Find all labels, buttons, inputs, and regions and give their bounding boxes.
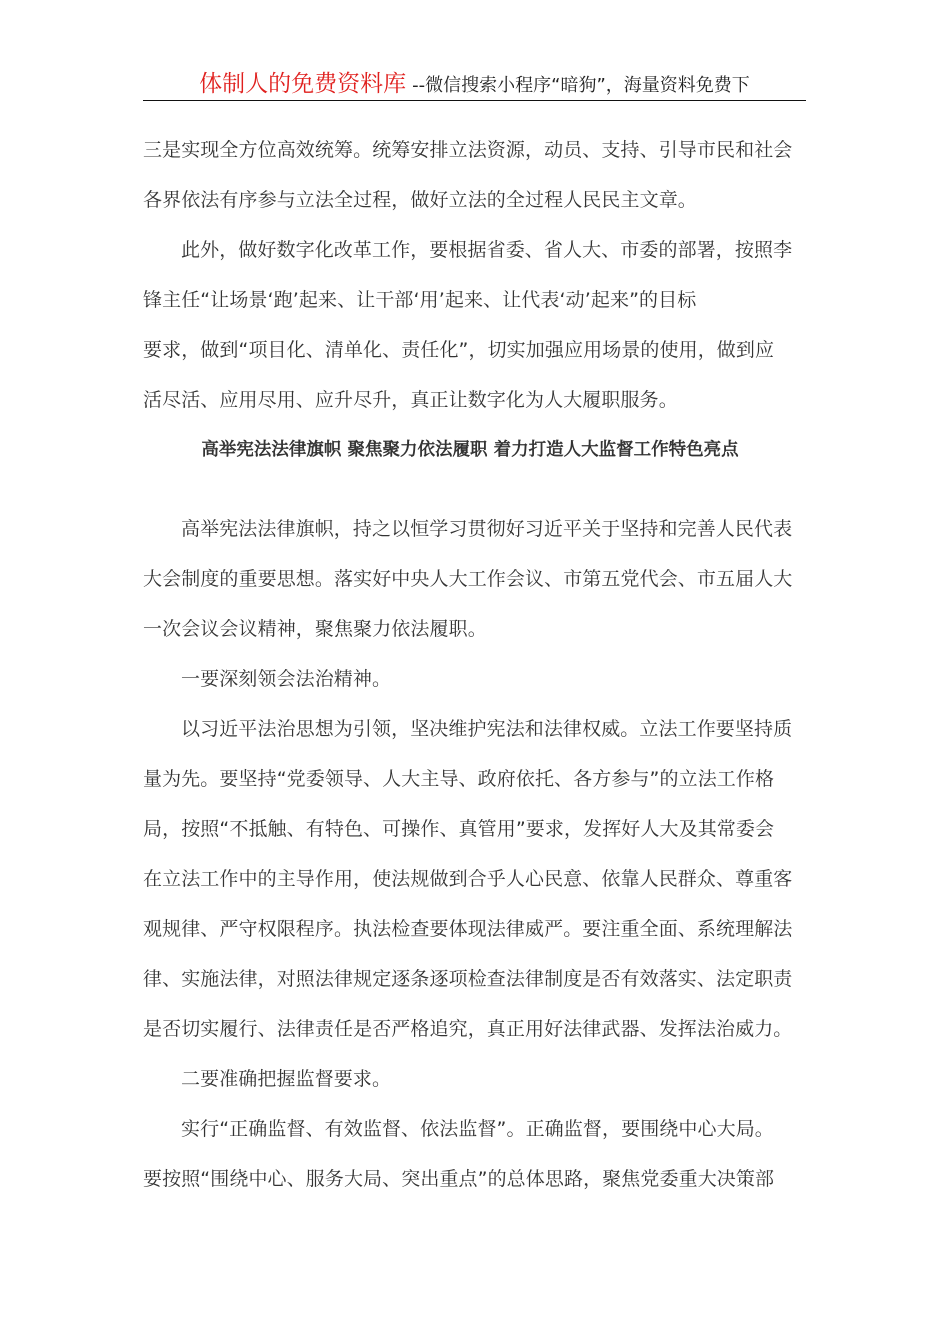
text-line: 一次会议会议精神，聚焦聚力依法履职。 bbox=[143, 618, 487, 640]
document-body bbox=[143, 125, 797, 1204]
text-line: 要按照“围绕中心、服务大局、突出重点”的总体思路，聚焦党委重大决策部 bbox=[143, 1168, 775, 1190]
paragraph bbox=[143, 704, 797, 1054]
text-line: 各界依法有序参与立法全过程，做好立法的全过程人民民主文章。 bbox=[143, 189, 697, 211]
header-subtitle: --微信搜索小程序“暗狗”，海量资料免费下 bbox=[412, 75, 750, 96]
text-line: 二要准确把握监督要求。 bbox=[181, 1068, 392, 1090]
paragraph bbox=[143, 504, 797, 654]
text-line: 锋主任“让场景‘跑’起来、让干部‘用’起来、让代表‘动’起来”的目标 bbox=[143, 289, 697, 311]
text-line: 实行“正确监督、有效监督、依法监督”。正确监督，要围绕中心大局。 bbox=[181, 1118, 774, 1140]
paragraph bbox=[143, 654, 797, 704]
page-header bbox=[143, 68, 806, 101]
text-line: 此外，做好数字化改革工作，要根据省委、省人大、市委的部署，按照李 bbox=[181, 239, 793, 261]
text-line: 一要深刻领会法治精神。 bbox=[181, 668, 392, 690]
paragraph bbox=[143, 1054, 797, 1104]
text-line: 要求，做到“项目化、清单化、责任化”，切实加强应用场景的使用，做到应 bbox=[143, 339, 775, 361]
text-line: 在立法工作中的主导作用，使法规做到合乎人心民意、依靠人民群众、尊重客 bbox=[143, 868, 793, 890]
text-line: 量为先。要坚持“党委领导、人大主导、政府依托、各方参与”的立法工作格 bbox=[143, 768, 775, 790]
text-line: 以习近平法治思想为引领，坚决维护宪法和法律权威。立法工作要坚持质 bbox=[181, 718, 793, 740]
text-line: 高举宪法法律旗帜，持之以恒学习贯彻好习近平关于坚持和完善人民代表 bbox=[181, 518, 793, 540]
text-line: 活尽活、应用尽用、应升尽升，真正让数字化为人大履职服务。 bbox=[143, 389, 678, 411]
text-line: 局，按照“不抵触、有特色、可操作、真管用”要求，发挥好人大及其常委会 bbox=[143, 818, 775, 840]
text-line: 观规律、严守权限程序。执法检查要体现法律威严。要注重全面、系统理解法 bbox=[143, 918, 793, 940]
text-line: 是否切实履行、法律责任是否严格追究，真正用好法律武器、发挥法治威力。 bbox=[143, 1018, 793, 1040]
section-heading: 高举宪法法律旗帜 聚焦聚力依法履职 着力打造人大监督工作特色亮点 bbox=[201, 440, 739, 460]
text-line: 三是实现全方位高效统筹。统筹安排立法资源，动员、支持、引导市民和社会 bbox=[143, 139, 793, 161]
paragraph bbox=[143, 1104, 797, 1204]
text-line: 大会制度的重要思想。落实好中央人大工作会议、市第五党代会、市五届人大 bbox=[143, 568, 793, 590]
text-line: 律、实施法律，对照法律规定逐条逐项检查法律制度是否有效落实、法定职责 bbox=[143, 968, 793, 990]
header-brand: 体制人的免费资料库 bbox=[199, 71, 407, 97]
paragraph bbox=[143, 125, 797, 225]
paragraph bbox=[143, 225, 797, 425]
spacer bbox=[143, 475, 797, 504]
